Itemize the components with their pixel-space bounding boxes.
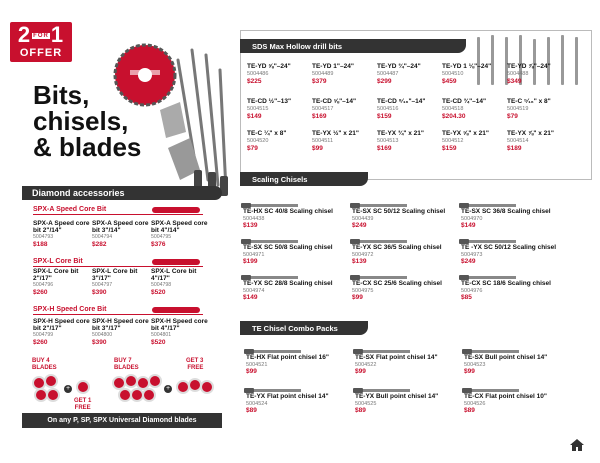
product-item <box>243 204 353 230</box>
product-item <box>355 389 465 415</box>
product-price: $189 <box>507 145 522 152</box>
product-price: $188 <box>33 241 48 248</box>
product-price: $260 <box>33 339 48 346</box>
product-item <box>442 130 506 153</box>
plus-icon: + <box>165 385 171 392</box>
blade-icon <box>200 380 214 394</box>
product-sku: 5004518 <box>442 106 464 112</box>
product-price: $159 <box>442 145 457 152</box>
product-sku: 5004512 <box>442 138 464 144</box>
product-item <box>377 98 441 121</box>
product-item <box>247 98 311 121</box>
product-price: $376 <box>151 241 166 248</box>
product-sku: 5004974 <box>243 288 265 294</box>
product-price: $149 <box>247 113 262 120</box>
product-sku: 5004522 <box>355 362 377 368</box>
blade-icon <box>44 374 58 388</box>
product-price: $249 <box>461 258 476 265</box>
product-sku: 5004439 <box>352 216 374 222</box>
promo-buy7-get3 <box>112 358 224 408</box>
product-price: $159 <box>377 113 392 120</box>
combo-section-heading: TE Chisel Combo Packs <box>240 321 368 335</box>
product-sku: 5004524 <box>246 401 268 407</box>
product-sku: 5004796 <box>33 282 54 288</box>
product-sku: 5004487 <box>377 71 399 77</box>
product-item <box>33 318 91 347</box>
product-item <box>92 220 150 249</box>
product-name: TE-YD ⅞"–24" <box>507 63 551 70</box>
product-sku: 5004519 <box>507 106 529 112</box>
product-item <box>377 130 441 153</box>
chisel-image <box>464 389 519 392</box>
product-sku: 5004970 <box>461 216 483 222</box>
product-name: SPX-A Speed core bit 2"/14" <box>33 220 90 234</box>
product-price: $379 <box>312 78 327 85</box>
product-name: TE-HX SC 40/8 Scaling chisel <box>243 208 333 215</box>
product-sku: 5004515 <box>247 106 269 112</box>
product-sku: 5004795 <box>151 234 172 240</box>
product-price: $169 <box>312 113 327 120</box>
product-item <box>33 220 91 249</box>
core-bit-image <box>152 259 200 265</box>
chisel-image <box>461 240 516 243</box>
product-item <box>151 268 209 297</box>
product-item <box>377 63 441 86</box>
blade-icon <box>76 380 90 394</box>
product-price: $139 <box>243 222 258 229</box>
product-item <box>355 350 465 376</box>
product-sku: 5004799 <box>33 332 54 338</box>
product-name: SPX-A Speed core bit 4"/14" <box>151 220 208 234</box>
product-item <box>312 130 376 153</box>
chisel-image <box>243 240 298 243</box>
chisel-image <box>464 350 519 353</box>
group-label-spx-a: SPX-A Speed Core Bit <box>33 206 203 215</box>
product-price: $99 <box>355 368 366 375</box>
product-item <box>464 389 574 415</box>
product-price: $520 <box>151 289 166 296</box>
product-price: $85 <box>461 294 472 301</box>
product-price: $349 <box>507 78 522 85</box>
chisel-image <box>355 389 410 392</box>
product-price: $79 <box>247 145 258 152</box>
product-name: SPX-L Core bit 4"/17" <box>151 268 197 282</box>
product-item <box>247 130 311 153</box>
promo-buy-label: BUY 7 BLADES <box>114 358 139 371</box>
product-item <box>461 240 571 266</box>
product-name: TE-C ⁵⁄₁₆" x 8" <box>507 98 551 105</box>
diamond-section-heading: Diamond accessories <box>22 186 222 200</box>
product-item <box>352 240 462 266</box>
product-price: $169 <box>377 145 392 152</box>
product-item <box>33 268 91 297</box>
product-name: TE-YD ⅝"–24" <box>247 63 291 70</box>
product-sku: 5004523 <box>464 362 486 368</box>
blade-icon <box>46 388 60 402</box>
product-name: TE-YX ¾" x 21" <box>377 130 424 137</box>
product-name: TE-CD ⁹⁄₁₆"–14" <box>377 98 426 105</box>
offer-word: OFFER <box>19 47 63 60</box>
product-name: TE-YD ¾"–24" <box>377 63 421 70</box>
chisel-image <box>461 204 516 207</box>
scaling-section-heading: Scaling Chisels <box>240 172 368 186</box>
product-price: $79 <box>507 113 518 120</box>
product-price: $249 <box>352 222 367 229</box>
product-price: $149 <box>461 222 476 229</box>
product-item <box>507 63 571 86</box>
product-name: TE-YX ½" x 21" <box>312 130 359 137</box>
product-price: $99 <box>352 294 363 301</box>
product-name: TE-CX Flat point chisel 10" <box>464 393 547 400</box>
product-price: $149 <box>243 294 258 301</box>
product-name: TE-YX ⅞" x 21" <box>507 130 554 137</box>
product-name: SPX-H Speed core bit 4"/17" <box>151 318 208 332</box>
product-item <box>312 98 376 121</box>
chisel-image <box>352 276 407 279</box>
sds-section-heading: SDS Max Hollow drill bits <box>240 39 466 53</box>
product-sku: 5004520 <box>247 138 269 144</box>
product-sku: 5004798 <box>151 282 172 288</box>
product-item <box>246 389 356 415</box>
chisel-image <box>461 276 516 279</box>
product-price: $199 <box>243 258 258 265</box>
product-item <box>507 130 571 153</box>
chisel-image <box>246 350 301 353</box>
product-item <box>507 98 571 121</box>
product-sku: 5004513 <box>377 138 399 144</box>
product-name: TE-YX SC 36/5 Scaling chisel <box>352 244 442 251</box>
product-name: TE-CX SC 25/6 Scaling chisel <box>352 280 442 287</box>
product-name: TE-SX SC 36/8 Scaling chisel <box>461 208 551 215</box>
blade-icon <box>142 388 156 402</box>
product-item <box>312 63 376 86</box>
product-price: $89 <box>246 407 257 414</box>
product-name: SPX-L Core bit 2"/17" <box>33 268 79 282</box>
product-item <box>461 276 571 302</box>
product-sku: 5004797 <box>92 282 113 288</box>
product-sku: 5004489 <box>312 71 334 77</box>
product-sku: 5004801 <box>151 332 172 338</box>
product-price: $89 <box>355 407 366 414</box>
product-price: $390 <box>92 339 107 346</box>
product-item <box>243 240 353 266</box>
offer-for: FOR <box>33 33 49 40</box>
product-name: TE-CX SC 18/6 Scaling chisel <box>461 280 551 287</box>
product-name: TE-SX SC 50/8 Scaling chisel <box>243 244 333 251</box>
product-price: $204.30 <box>442 113 466 120</box>
blade-icon <box>148 374 162 388</box>
promo-buy-label: BUY 4 BLADES <box>32 358 57 371</box>
product-name: SPX-H Speed core bit 3"/17" <box>92 318 149 332</box>
product-item <box>151 220 209 249</box>
product-price: $390 <box>92 289 107 296</box>
product-item <box>151 318 209 347</box>
product-name: TE-C ¼" x 8" <box>247 130 287 137</box>
chisel-image <box>246 389 301 392</box>
title-line-2: chisels, <box>33 106 129 136</box>
product-item <box>442 98 506 121</box>
product-sku: 5004973 <box>461 252 483 258</box>
product-sku: 5004516 <box>377 106 399 112</box>
product-name: SPX-A Speed core bit 3"/14" <box>92 220 149 234</box>
promo-buy4-get1 <box>30 358 110 411</box>
product-name: TE-YD 1 ⅛"–24" <box>442 63 492 70</box>
product-sku: 5004521 <box>246 362 268 368</box>
product-price: $99 <box>246 368 257 375</box>
product-sku: 5004525 <box>355 401 377 407</box>
product-item <box>352 276 462 302</box>
promo-get-label: GET 3 FREE <box>186 358 204 371</box>
chisel-image <box>352 240 407 243</box>
product-name: TE-CD ¾"–14" <box>442 98 487 105</box>
product-name: TE-HX Flat point chisel 16" <box>246 354 329 361</box>
product-price: $99 <box>312 145 323 152</box>
offer-top: 2 <box>17 22 32 47</box>
product-item <box>464 350 574 376</box>
product-sku: 5004972 <box>352 252 374 258</box>
product-name: TE-SX Bull point chisel 14" <box>464 354 548 361</box>
product-price: $459 <box>442 78 457 85</box>
product-sku: 5004800 <box>92 332 113 338</box>
product-item <box>247 63 311 86</box>
product-name: TE-SX Flat point chisel 14" <box>355 354 438 361</box>
product-name: SPX-H Speed core bit 2"/17" <box>33 318 90 332</box>
product-price: $99 <box>464 368 475 375</box>
product-item <box>461 204 571 230</box>
product-price: $139 <box>352 258 367 265</box>
home-icon[interactable] <box>570 439 584 451</box>
product-sku: 5004971 <box>243 252 265 258</box>
product-name: TE-YX ⅝" x 21" <box>442 130 489 137</box>
product-sku: 5004438 <box>243 216 265 222</box>
product-sku: 5004486 <box>247 71 269 77</box>
product-sku: 5004794 <box>92 234 113 240</box>
product-price: $89 <box>464 407 475 414</box>
group-label-spx-h: SPX-H Speed Core Bit <box>33 306 203 315</box>
product-item <box>243 276 353 302</box>
product-name: TE-CD ½"–13" <box>247 98 292 105</box>
product-name: TE-YX Bull point chisel 14" <box>355 393 439 400</box>
product-name: TE-CD ⅝"–14" <box>312 98 357 105</box>
product-sku: 5004514 <box>507 138 529 144</box>
product-sku: 5004511 <box>312 138 334 144</box>
product-item <box>92 318 150 347</box>
product-sku: 5004526 <box>464 401 486 407</box>
product-item <box>246 350 356 376</box>
product-sku: 5004510 <box>442 71 464 77</box>
product-price: $299 <box>377 78 392 85</box>
product-name: TE-SX SC 50/12 Scaling chisel <box>352 208 446 215</box>
plus-icon: + <box>65 385 71 392</box>
product-item <box>442 63 506 86</box>
product-sku: 5004793 <box>33 234 54 240</box>
chisel-image <box>352 204 407 207</box>
group-label-spx-l: SPX-L Core Bit <box>33 258 203 267</box>
product-name: TE -YX SC 50/12 Scaling chisel <box>461 244 557 251</box>
chisel-image <box>243 276 298 279</box>
promo-get-label: GET 1 FREE <box>74 398 92 411</box>
product-sku: 5004488 <box>507 71 529 77</box>
core-bit-image <box>152 207 200 213</box>
product-name: TE-YD 1"–24" <box>312 63 354 70</box>
chisel-image <box>355 350 410 353</box>
product-price: $225 <box>247 78 262 85</box>
product-item <box>92 268 150 297</box>
product-sku: 5004975 <box>352 288 374 294</box>
product-name: SPX-L Core bit 3"/17" <box>92 268 138 282</box>
product-price: $520 <box>151 339 166 346</box>
product-name: TE-YX Flat point chisel 14" <box>246 393 329 400</box>
offer-badge <box>10 22 72 62</box>
product-name: TE-YX SC 28/8 Scaling chisel <box>243 280 333 287</box>
page-title <box>33 82 213 160</box>
product-item <box>352 204 462 230</box>
title-line-3: & blades <box>33 132 142 162</box>
offer-bottom: 1 <box>50 22 65 47</box>
product-sku: 5004976 <box>461 288 483 294</box>
core-bit-image <box>152 307 200 313</box>
product-sku: 5004517 <box>312 106 334 112</box>
title-line-1: Bits, <box>33 80 90 110</box>
promo-footer: On any P, SP, SPX Universal Diamond blades <box>22 413 222 428</box>
offer-ratio <box>10 24 72 47</box>
drill-bit-image <box>575 37 578 85</box>
chisel-image <box>243 204 298 207</box>
product-price: $260 <box>33 289 48 296</box>
product-price: $282 <box>92 241 107 248</box>
